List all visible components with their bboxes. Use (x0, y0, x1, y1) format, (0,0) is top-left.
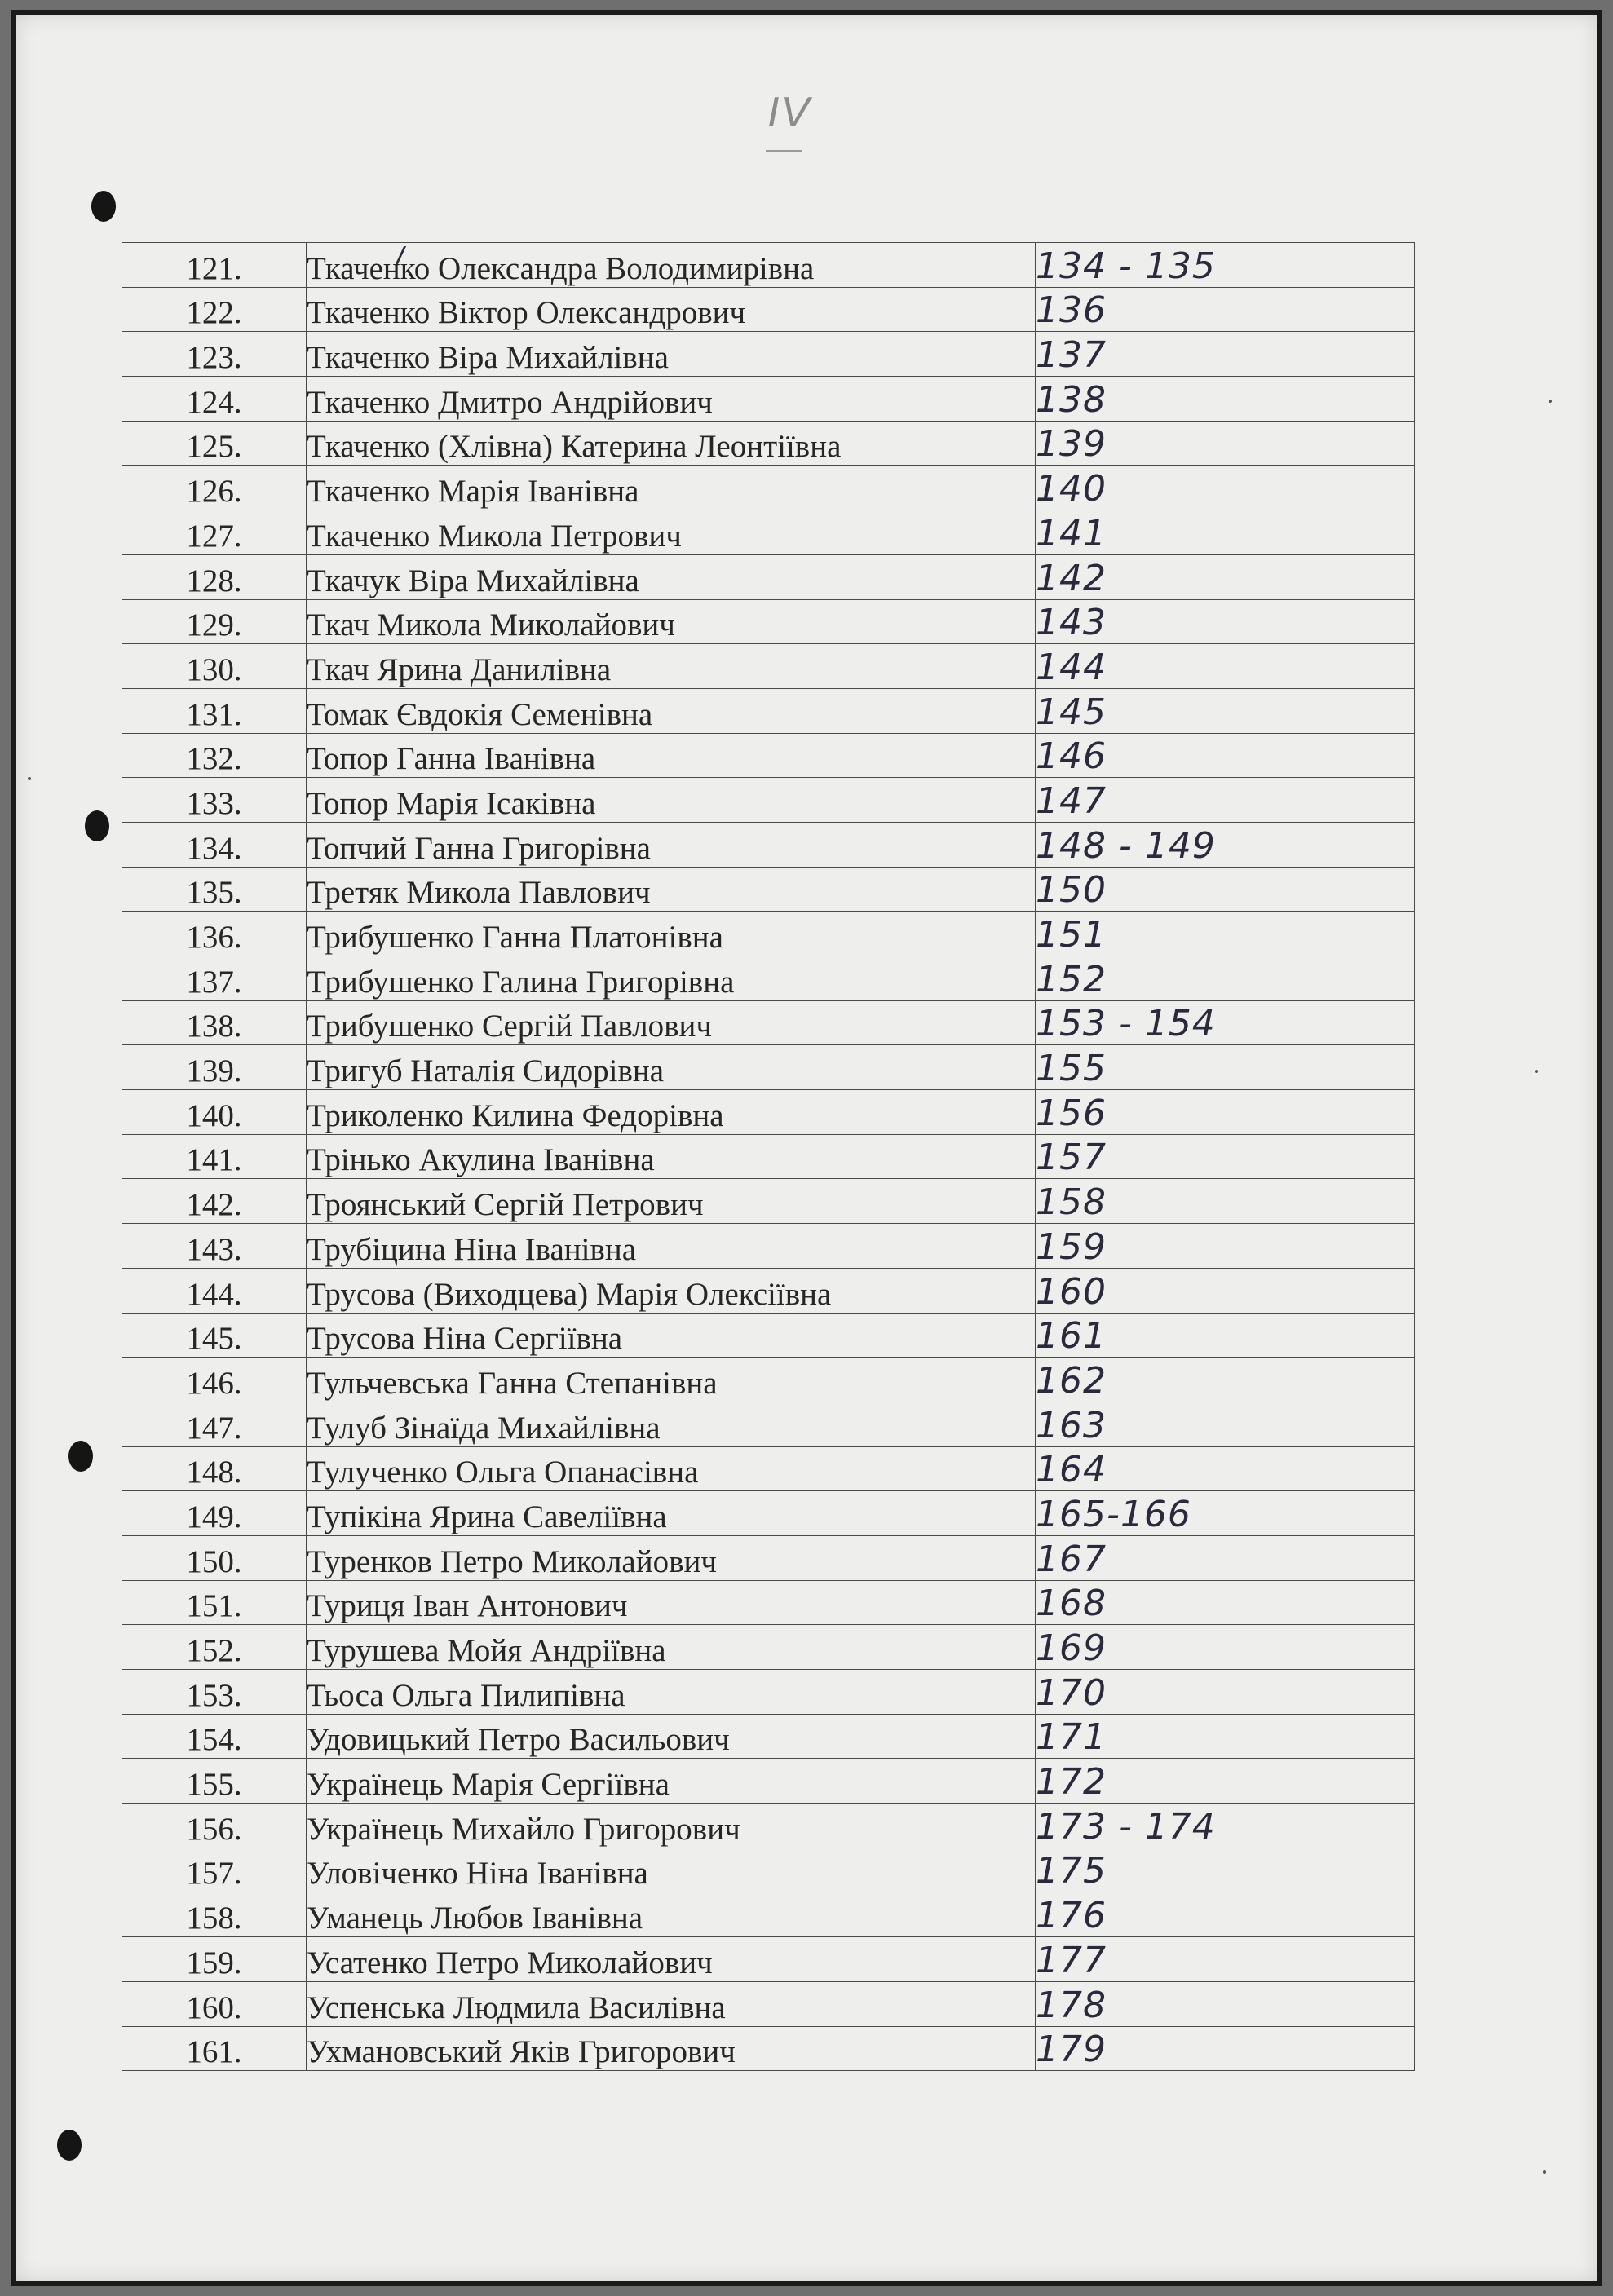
table-row (122, 688, 1415, 733)
table-row (122, 912, 1415, 956)
person-name: Тупікіна Ярина Савеліївна (307, 1491, 1036, 1536)
person-name: Трибушенко Галина Григорівна (307, 956, 1036, 1001)
page-range-handwritten: 155 (1036, 1045, 1415, 1090)
row-number: 125. (122, 421, 307, 466)
person-name: Уловіченко Ніна Іванівна (307, 1848, 1036, 1892)
table-row (122, 1848, 1415, 1892)
person-name: Тулуб Зінаїда Михайлівна (307, 1402, 1036, 1446)
page-range-handwritten: 164 (1036, 1446, 1415, 1491)
table-row (122, 1268, 1415, 1313)
person-name: Топор Марія Ісаківна (307, 778, 1036, 823)
page-range-handwritten: 137 (1036, 332, 1415, 377)
row-number: 140. (122, 1090, 307, 1135)
page-range-handwritten: 134 - 135 (1036, 243, 1415, 288)
registry-body (122, 243, 1415, 2071)
person-name: Третяк Микола Павлович (307, 867, 1036, 912)
row-number: 129. (122, 599, 307, 644)
person-name: Турушева Мойя Андріївна (307, 1625, 1036, 1670)
table-row (122, 599, 1415, 644)
person-name: Ткаченко (Хлівна) Катерина Леонтіївна (307, 421, 1036, 466)
page-range-handwritten: 173 - 174 (1036, 1804, 1415, 1848)
row-number: 135. (122, 867, 307, 912)
page-range-handwritten: 162 (1036, 1358, 1415, 1402)
person-name: Трубіцина Ніна Іванівна (307, 1224, 1036, 1269)
person-name: Ткачук Віра Михайлівна (307, 554, 1036, 599)
person-name: Уманець Любов Іванівна (307, 1892, 1036, 1937)
row-number: 147. (122, 1402, 307, 1446)
page-range-handwritten: 157 (1036, 1134, 1415, 1179)
row-number: 150. (122, 1535, 307, 1580)
person-name: Троянський Сергій Петрович (307, 1179, 1036, 1224)
person-name: Успенська Людмила Василівна (307, 1981, 1036, 2026)
table-row (122, 510, 1415, 555)
row-number: 149. (122, 1491, 307, 1536)
person-name: Ткаченко Дмитро Андрійович (307, 377, 1036, 422)
page-range-handwritten: 161 (1036, 1313, 1415, 1358)
person-name: Ткаченко Микола Петрович (307, 510, 1036, 555)
person-name: Українець Михайло Григорович (307, 1804, 1036, 1848)
table-row (122, 1402, 1415, 1446)
table-row (122, 332, 1415, 377)
page-range-handwritten: 160 (1036, 1268, 1415, 1313)
row-number: 154. (122, 1714, 307, 1759)
punch-hole-4 (57, 2130, 82, 2161)
page-range-handwritten: 163 (1036, 1402, 1415, 1446)
row-number: 132. (122, 733, 307, 778)
page-range-handwritten: 148 - 149 (1036, 822, 1415, 867)
row-number: 145. (122, 1313, 307, 1358)
row-number: 138. (122, 1000, 307, 1045)
page-range-handwritten: 152 (1036, 956, 1415, 1001)
row-number: 151. (122, 1580, 307, 1625)
row-number: 122. (122, 287, 307, 332)
person-name: Усатенко Петро Миколайович (307, 1937, 1036, 1982)
person-name: Ткаченко Марія Іванівна (307, 466, 1036, 510)
row-number: 157. (122, 1848, 307, 1892)
page-range-handwritten: 151 (1036, 912, 1415, 956)
person-name: Ткаченко Віра Михайлівна (307, 332, 1036, 377)
page-range-handwritten: 142 (1036, 554, 1415, 599)
person-name: Томак Євдокія Семенівна (307, 688, 1036, 733)
table-row (122, 377, 1415, 422)
person-name: Удовицький Петро Васильович (307, 1714, 1036, 1759)
row-number: 137. (122, 956, 307, 1001)
page-range-handwritten: 158 (1036, 1179, 1415, 1224)
person-name: Ткаченко Віктор Олександрович (307, 287, 1036, 332)
page-range-handwritten: 156 (1036, 1090, 1415, 1135)
person-name: Тьоса Ольга Пилипівна (307, 1670, 1036, 1715)
punch-hole-1 (91, 191, 116, 222)
page-range-handwritten: 171 (1036, 1714, 1415, 1759)
registry-table (122, 242, 1415, 2071)
table-row (122, 1000, 1415, 1045)
page-range-handwritten: 143 (1036, 599, 1415, 644)
row-number: 124. (122, 377, 307, 422)
person-name: Ткаченко Олександра Володимирівна (307, 243, 1036, 288)
punch-hole-2 (85, 810, 109, 841)
table-row (122, 287, 1415, 332)
person-name: Тригуб Наталія Сидорівна (307, 1045, 1036, 1090)
person-name: Трінько Акулина Іванівна (307, 1134, 1036, 1179)
page-range-handwritten: 139 (1036, 421, 1415, 466)
table-row (122, 554, 1415, 599)
page-range-handwritten: 168 (1036, 1580, 1415, 1625)
table-row (122, 822, 1415, 867)
page-range-handwritten: 178 (1036, 1981, 1415, 2026)
row-number: 152. (122, 1625, 307, 1670)
person-name: Ткач Микола Миколайович (307, 599, 1036, 644)
page-range-handwritten: 153 - 154 (1036, 1000, 1415, 1045)
row-number: 161. (122, 2026, 307, 2071)
row-number: 133. (122, 778, 307, 823)
table-row (122, 956, 1415, 1001)
row-number: 128. (122, 554, 307, 599)
row-number: 156. (122, 1804, 307, 1848)
page-range-handwritten: 167 (1036, 1535, 1415, 1580)
row-number: 142. (122, 1179, 307, 1224)
page-range-handwritten: 144 (1036, 644, 1415, 689)
table-row (122, 1981, 1415, 2026)
person-name: Тулученко Ольга Опанасівна (307, 1446, 1036, 1491)
table-row (122, 644, 1415, 689)
person-name: Топчий Ганна Григорівна (307, 822, 1036, 867)
person-name: Туриця Іван Антонович (307, 1580, 1036, 1625)
page-range-handwritten: 146 (1036, 733, 1415, 778)
person-name: Трусова Ніна Сергіївна (307, 1313, 1036, 1358)
person-name: Ткач Ярина Данилівна (307, 644, 1036, 689)
page-range-handwritten: 179 (1036, 2026, 1415, 2071)
row-number: 159. (122, 1937, 307, 1982)
row-number: 143. (122, 1224, 307, 1269)
speck (28, 777, 31, 780)
table-row (122, 466, 1415, 510)
table-row (122, 1313, 1415, 1358)
table-row (122, 1446, 1415, 1491)
table-row (122, 1224, 1415, 1269)
table-row (122, 867, 1415, 912)
table-row (122, 1714, 1415, 1759)
speck (1549, 400, 1552, 403)
person-name: Тульчевська Ганна Степанівна (307, 1358, 1036, 1402)
page-range-handwritten: 140 (1036, 466, 1415, 510)
row-number: 155. (122, 1759, 307, 1804)
row-number: 126. (122, 466, 307, 510)
row-number: 123. (122, 332, 307, 377)
page-range-handwritten: 169 (1036, 1625, 1415, 1670)
person-name: Трибушенко Сергій Павлович (307, 1000, 1036, 1045)
table-row (122, 1580, 1415, 1625)
person-name: Українець Марія Сергіївна (307, 1759, 1036, 1804)
table-row (122, 1134, 1415, 1179)
page-range-handwritten: 176 (1036, 1892, 1415, 1937)
row-number: 134. (122, 822, 307, 867)
page-range-handwritten: 165-166 (1036, 1491, 1415, 1536)
person-name: Триколенко Килина Федорівна (307, 1090, 1036, 1135)
punch-hole-3 (68, 1441, 93, 1472)
row-number: 158. (122, 1892, 307, 1937)
table-row (122, 243, 1415, 288)
table-row (122, 1625, 1415, 1670)
person-name: Ухмановський Яків Григорович (307, 2026, 1036, 2071)
page-range-handwritten: 150 (1036, 867, 1415, 912)
row-number: 139. (122, 1045, 307, 1090)
person-name: Трибушенко Ганна Платонівна (307, 912, 1036, 956)
page-range-handwritten: 177 (1036, 1937, 1415, 1982)
row-number: 136. (122, 912, 307, 956)
page-range-handwritten: 159 (1036, 1224, 1415, 1269)
table-row (122, 1670, 1415, 1715)
page-range-handwritten: 145 (1036, 688, 1415, 733)
table-row (122, 1759, 1415, 1804)
row-number: 121. (122, 243, 307, 288)
speck (1543, 2170, 1546, 2174)
section-mark-underline (766, 150, 802, 152)
table-row (122, 733, 1415, 778)
table-row (122, 1358, 1415, 1402)
row-number: 141. (122, 1134, 307, 1179)
row-number: 127. (122, 510, 307, 555)
table-row (122, 1179, 1415, 1224)
table-row (122, 1535, 1415, 1580)
row-number: 148. (122, 1446, 307, 1491)
table-row (122, 1892, 1415, 1937)
speck (1535, 1070, 1538, 1073)
row-number: 130. (122, 644, 307, 689)
table-row (122, 421, 1415, 466)
page-range-handwritten: 136 (1036, 287, 1415, 332)
table-row (122, 1090, 1415, 1135)
row-number: 144. (122, 1268, 307, 1313)
page-range-handwritten: 141 (1036, 510, 1415, 555)
person-name: Топор Ганна Іванівна (307, 733, 1036, 778)
table-row (122, 778, 1415, 823)
person-name: Туренков Петро Миколайович (307, 1535, 1036, 1580)
page-range-handwritten: 175 (1036, 1848, 1415, 1892)
page-range-handwritten: 172 (1036, 1759, 1415, 1804)
person-name: Трусова (Виходцева) Марія Олексіївна (307, 1268, 1036, 1313)
row-number: 153. (122, 1670, 307, 1715)
section-mark: IV (767, 89, 811, 136)
page-range-handwritten: 138 (1036, 377, 1415, 422)
row-number: 146. (122, 1358, 307, 1402)
table-row (122, 1491, 1415, 1536)
table-row (122, 1937, 1415, 1982)
table-row (122, 1045, 1415, 1090)
page-range-handwritten: 170 (1036, 1670, 1415, 1715)
table-row (122, 2026, 1415, 2071)
page-range-handwritten: 147 (1036, 778, 1415, 823)
table-row (122, 1804, 1415, 1848)
row-number: 131. (122, 688, 307, 733)
row-number: 160. (122, 1981, 307, 2026)
